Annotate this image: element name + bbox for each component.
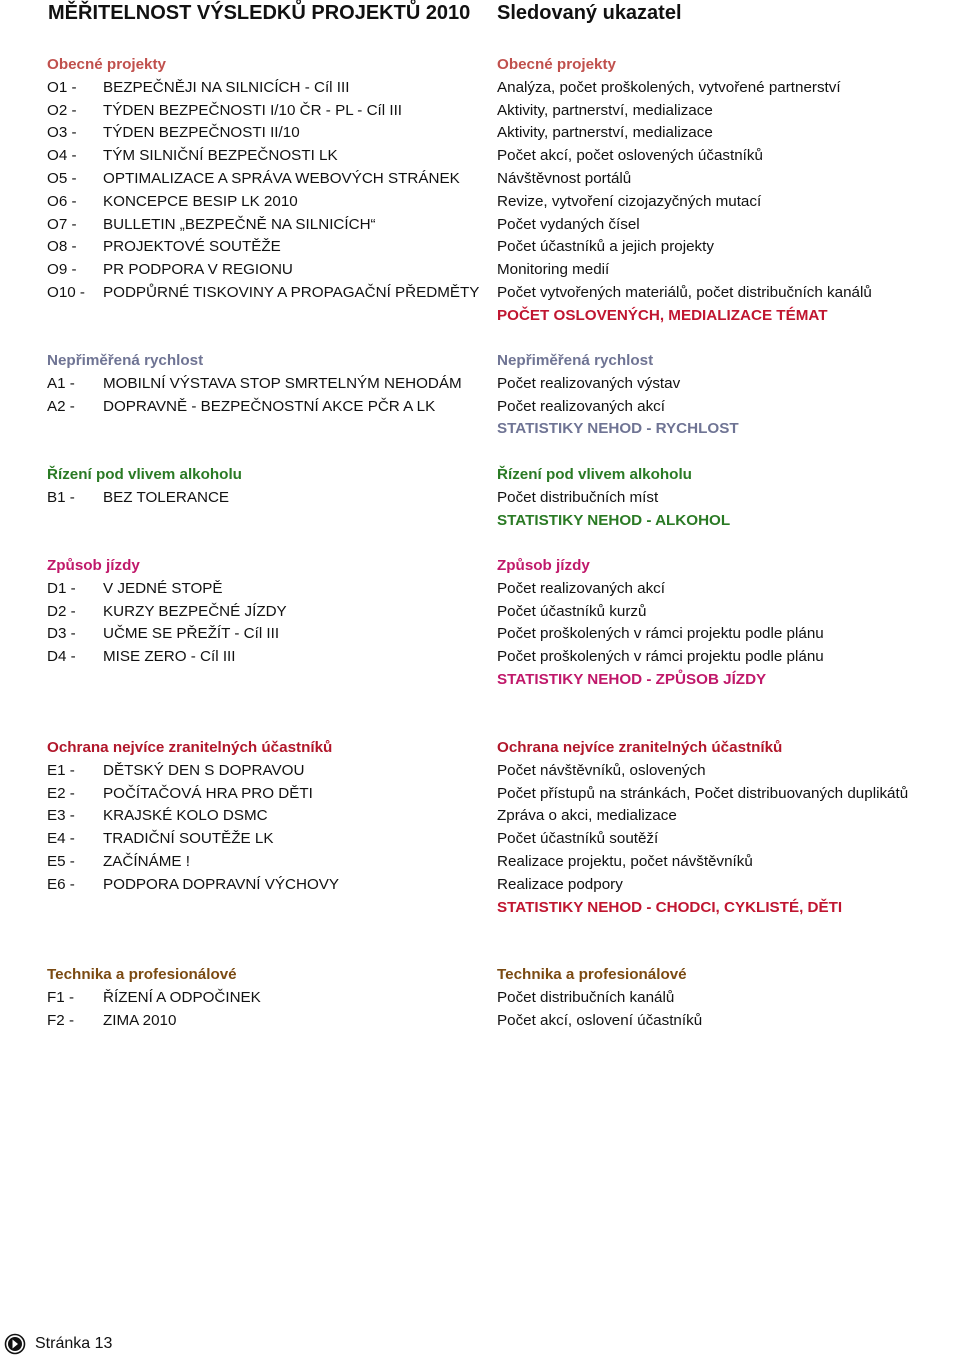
indicator-item: Počet distribučních míst xyxy=(497,488,659,506)
project-name: POČÍTAČOVÁ HRA PRO DĚTI xyxy=(103,784,313,802)
indicator-item: Počet distribučních kanálů xyxy=(497,988,675,1006)
project-name: BEZPEČNĚJI NA SILNICÍCH - Cíl III xyxy=(103,78,350,96)
section-heading: Ochrana nejvíce zranitelných účastníků xyxy=(497,739,783,756)
project-item xyxy=(47,145,487,168)
project-item xyxy=(47,1010,487,1033)
section-heading: Nepřiměřená rychlost xyxy=(497,352,654,369)
project-name: PODPORA DOPRAVNÍ VÝCHOVY xyxy=(103,875,340,893)
project-item xyxy=(47,646,487,669)
project-list xyxy=(47,737,487,897)
project-code: E3 - xyxy=(47,807,75,825)
indicator-item: Počet akcí, oslovení účastníků xyxy=(497,1011,703,1029)
project-item xyxy=(47,100,487,123)
project-name: TÝM SILNIČNÍ BEZPEČNOSTI LK xyxy=(103,147,338,165)
indicator-list xyxy=(497,555,960,692)
project-item xyxy=(47,373,487,396)
project-code: A1 - xyxy=(47,374,75,392)
project-list xyxy=(47,54,487,305)
project-item xyxy=(47,77,487,100)
indicator-item: Počet účastníků kurzů xyxy=(497,602,647,620)
indicator-item: Zpráva o akci, medializace xyxy=(497,807,677,825)
indicator-item: Počet účastníků a jejich projekty xyxy=(497,238,714,256)
indicator-item: Počet přístupů na stránkách, Počet distribuovaných duplikátů xyxy=(497,784,909,802)
section-heading: Způsob jízdy xyxy=(47,557,140,574)
indicator-item: Revize, vytvoření cizojazyčných mutací xyxy=(497,192,762,210)
project-name: PR PODPORA V REGIONU xyxy=(103,261,293,279)
project-name: OPTIMALIZACE A SPRÁVA WEBOVÝCH STRÁNEK xyxy=(103,169,460,187)
project-code: E5 - xyxy=(47,852,75,870)
project-item xyxy=(47,168,487,191)
project-name: BULLETIN „BEZPEČNĚ NA SILNICÍCH“ xyxy=(103,215,376,233)
project-name: MISE ZERO - Cíl III xyxy=(103,648,236,666)
section-heading: Řízení pod vlivem alkoholu xyxy=(47,466,242,483)
project-code: D1 - xyxy=(47,579,76,597)
project-item xyxy=(47,783,487,806)
project-name: BEZ TOLERANCE xyxy=(103,488,230,506)
project-code: O10 - xyxy=(47,283,85,301)
project-item xyxy=(47,828,487,851)
section-heading: Obecné projekty xyxy=(497,56,617,73)
statistics-label: STATISTIKY NEHOD - RYCHLOST xyxy=(497,420,739,438)
indicator-list xyxy=(497,964,960,1032)
project-name: TRADIČNÍ SOUTĚŽE LK xyxy=(103,830,274,848)
project-item xyxy=(47,987,487,1010)
page-title: MĚŘITELNOST VÝSLEDKŮ PROJEKTŮ 2010 xyxy=(48,2,471,24)
project-item xyxy=(47,214,487,237)
project-name: KONCEPCE BESIP LK 2010 xyxy=(103,192,298,210)
project-item xyxy=(47,236,487,259)
statistics-label: STATISTIKY NEHOD - CHODCI, CYKLISTÉ, DĚTI xyxy=(497,898,843,916)
project-code: E6 - xyxy=(47,875,75,893)
section-heading: Ochrana nejvíce zranitelných účastníků xyxy=(47,739,333,756)
project-name: ZAČÍNÁME ! xyxy=(103,852,190,870)
page-footer xyxy=(0,1331,112,1357)
indicator-item: Realizace projektu, počet návštěvníků xyxy=(497,852,753,870)
project-code: D4 - xyxy=(47,648,76,666)
project-code: F1 - xyxy=(47,988,75,1006)
section-heading: Řízení pod vlivem alkoholu xyxy=(497,466,692,483)
project-item xyxy=(47,874,487,897)
indicator-item: Realizace podpory xyxy=(497,875,623,893)
project-name: DĚTSKÝ DEN S DOPRAVOU xyxy=(103,761,305,779)
project-name: UČME SE PŘEŽÍT - Cíl III xyxy=(103,625,280,643)
indicator-item: Návštěvnost portálů xyxy=(497,169,632,187)
project-code: E4 - xyxy=(47,830,75,848)
project-name: PROJEKTOVÉ SOUTĚŽE xyxy=(103,238,281,256)
indicator-item: Počet realizovaných výstav xyxy=(497,374,681,392)
project-name: PODPŮRNÉ TISKOVINY A PROPAGAČNÍ PŘEDMĚTY xyxy=(103,283,480,301)
project-item xyxy=(47,487,487,510)
indicator-item: Aktivity, partnerství, medializace xyxy=(497,124,713,142)
project-code: D3 - xyxy=(47,625,76,643)
project-code: D2 - xyxy=(47,602,76,620)
indicator-item: Počet proškolených v rámci projektu podle plánu xyxy=(497,648,824,666)
project-code: B1 - xyxy=(47,488,75,506)
project-item xyxy=(47,259,487,282)
indicator-item: Počet akcí, počet oslovených účastníků xyxy=(497,147,763,165)
project-code: O8 - xyxy=(47,238,77,256)
indicator-column-title: Sledovaný ukazatel xyxy=(497,2,682,24)
project-list xyxy=(47,350,487,418)
indicator-list xyxy=(497,350,960,441)
indicator-item: Počet realizovaných akcí xyxy=(497,397,665,415)
project-name: ZIMA 2010 xyxy=(103,1011,177,1029)
project-name: KURZY BEZPEČNÉ JÍZDY xyxy=(103,602,287,620)
page-number: Stránka 13 xyxy=(35,1335,113,1352)
indicator-item: Počet návštěvníků, oslovených xyxy=(497,761,706,779)
indicator-item: Aktivity, partnerství, medializace xyxy=(497,101,713,119)
project-code: E1 - xyxy=(47,761,75,779)
indicator-item: Počet realizovaných akcí xyxy=(497,579,665,597)
project-item xyxy=(47,122,487,145)
project-code: O4 - xyxy=(47,147,77,165)
project-item xyxy=(47,623,487,646)
project-list xyxy=(47,555,487,669)
project-name: DOPRAVNĚ - BEZPEČNOSTNÍ AKCE PČR A LK xyxy=(103,397,436,415)
project-item xyxy=(47,191,487,214)
project-code: O7 - xyxy=(47,215,77,233)
project-item xyxy=(47,760,487,783)
statistics-label: STATISTIKY NEHOD - ZPŮSOB JÍZDY xyxy=(497,670,767,688)
indicator-item: Analýza, počet proškolených, vytvořené partnerství xyxy=(497,78,841,96)
project-code: F2 - xyxy=(47,1011,75,1029)
indicator-list xyxy=(497,54,960,328)
section-heading: Nepřiměřená rychlost xyxy=(47,352,204,369)
indicator-item: Monitoring medií xyxy=(497,261,610,279)
project-code: O3 - xyxy=(47,124,77,142)
section-heading: Technika a profesionálové xyxy=(47,966,237,983)
project-name: ŘÍZENÍ A ODPOČINEK xyxy=(103,988,261,1006)
project-name: KRAJSKÉ KOLO DSMC xyxy=(103,807,268,825)
project-name: TÝDEN BEZPEČNOSTI I/10 ČR - PL - Cíl III xyxy=(103,101,403,119)
section-heading: Obecné projekty xyxy=(47,56,167,73)
project-item xyxy=(47,851,487,874)
project-code: O9 - xyxy=(47,261,77,279)
indicator-item: Počet vydaných čísel xyxy=(497,215,640,233)
project-name: MOBILNÍ VÝSTAVA STOP SMRTELNÝM NEHODÁM xyxy=(103,374,462,392)
project-item xyxy=(47,805,487,828)
project-code: A2 - xyxy=(47,397,75,415)
project-name: TÝDEN BEZPEČNOSTI II/10 xyxy=(103,124,300,142)
project-code: O2 - xyxy=(47,101,77,119)
project-code: O5 - xyxy=(47,169,77,187)
indicator-list xyxy=(497,464,960,532)
project-code: O1 - xyxy=(47,78,77,96)
indicator-item: Počet vytvořených materiálů, počet distribučních kanálů xyxy=(497,283,872,301)
project-code: E2 - xyxy=(47,784,75,802)
project-item xyxy=(47,282,487,305)
statistics-label: POČET OSLOVENÝCH, MEDIALIZACE TÉMAT xyxy=(497,306,828,324)
project-list xyxy=(47,964,487,1032)
indicator-item: Počet účastníků soutěží xyxy=(497,830,659,848)
project-item xyxy=(47,396,487,419)
section-heading: Technika a profesionálové xyxy=(497,966,687,983)
project-list xyxy=(47,464,487,510)
arrow-right-circle-icon xyxy=(4,1333,26,1355)
indicator-list xyxy=(497,737,960,919)
statistics-label: STATISTIKY NEHOD - ALKOHOL xyxy=(497,511,731,529)
project-code: O6 - xyxy=(47,192,77,210)
project-item xyxy=(47,601,487,624)
project-name: V JEDNÉ STOPĚ xyxy=(103,579,223,597)
project-item xyxy=(47,578,487,601)
section-heading: Způsob jízdy xyxy=(497,557,590,574)
indicator-item: Počet proškolených v rámci projektu podle plánu xyxy=(497,625,824,643)
